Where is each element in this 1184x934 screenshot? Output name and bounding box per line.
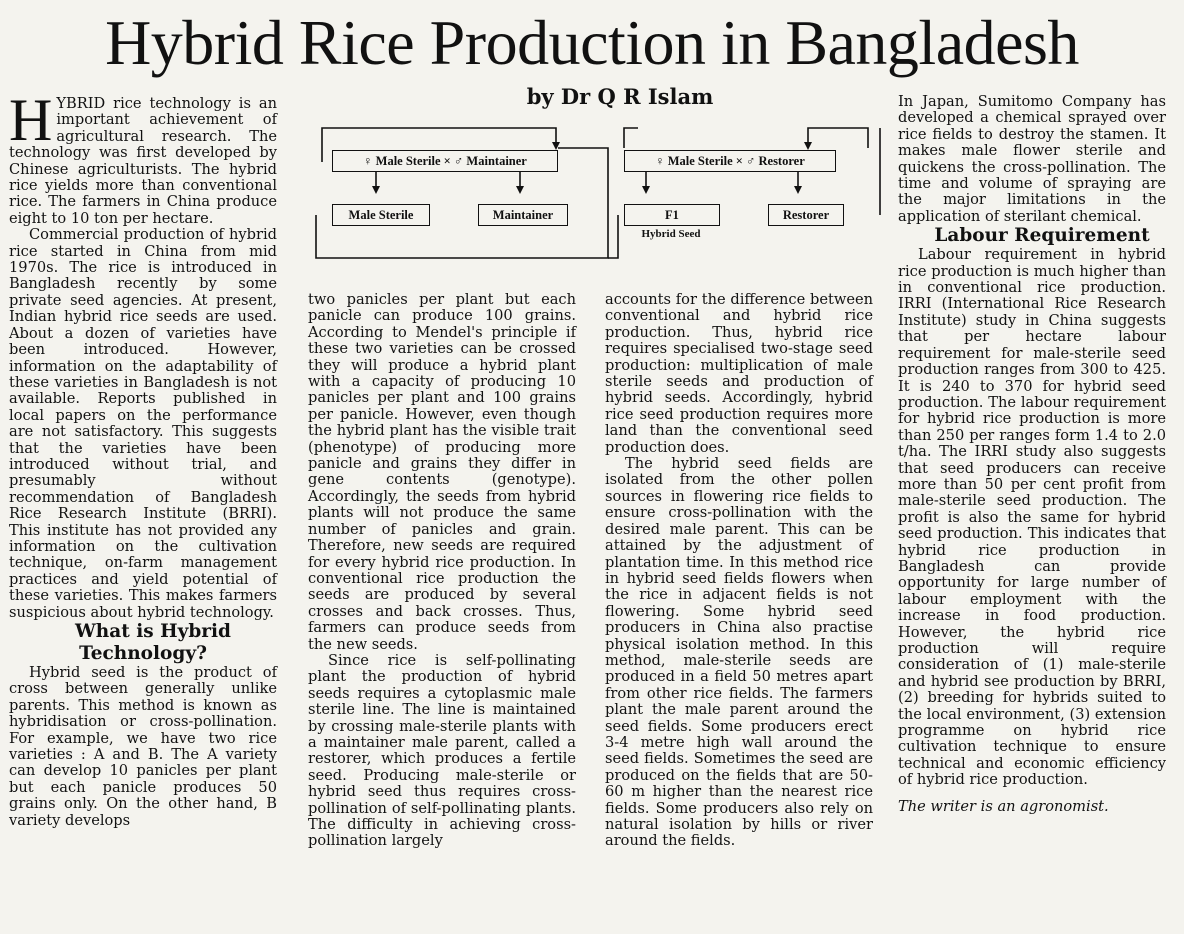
headline: Hybrid Rice Production in Bangladesh: [105, 7, 1079, 78]
paragraph: In Japan, Sumitomo Company has developed a chemical sprayed over rice fields to destroy the stamen. It makes male flower sterile and quickens the cross-pollination. The time and volume of spraying are the major limitations in the application of sterilant chemical.: [898, 93, 1166, 225]
paragraph: Since rice is self-pollinating plant the production of hybrid seeds requires a cytoplasmic male sterile line. The line is maintained by crossing male-sterile plants with a maintainer male parent, called a restorer, which produces a fertile seed. Producing male-sterile or hybrid seed thus requires cross-pollination of self-pollinating plants. The difficulty in achieving cross-pollination largely: [308, 651, 576, 850]
diagram-connector-lines: [308, 120, 884, 270]
paragraph-text: YBRID rice technology is an important achievement of agricultural research. The technology was first developed by Chinese agriculturists. The hybrid rice yields more than conventional rice. The farmers in China produce eight to 10 ton per hectare.: [9, 95, 277, 227]
paragraph: [9, 87, 277, 227]
paragraph: The hybrid seed fields are isolated from the other pollen sources in flowering rice fields to ensure cross-pollination with the desired male parent. This can be attained by the adjustment of plantation time. In this method rice in hybrid seed fields flowers when the rice in adjacent fields is not flowering. Some hybrid seed producers in China also practise physical isolation method. In this method, male-sterile seeds are produced in a field 50 metres apart from other rice fields. The farmers plant the male parent around the seed fields. Some producers erect 3-4 metre high wall around the seed fields. Sometimes the seed are produced on the fields that are 50-60 m higher than the nearest rice fields. Some producers also rely on natural isolation by hills or river around the fields.: [605, 455, 873, 850]
paragraph: Commercial production of hybrid rice started in China from mid 1970s. The rice is introduced in Bangladesh recently by some private seed agencies. At present, Indian hybrid rice seeds are used. About a dozen of varieties have been introduced. However, information on the adaptability of these varieties in Bangladesh is not available. Reports published in local papers on the performance are not satisfactory. This suggests that the varieties have been introduced without trial, and presumably without recommendation of Bangladesh Rice Research Institute (BRRI). This institute has not provided any information on the cultivation technique, on-farm management practices and yield potential of these varieties. This makes farmers suspicious about hybrid technology.: [9, 226, 277, 621]
right-cross-box: ♀ Male Sterile × ♂ Restorer: [624, 150, 836, 172]
left-cross-box: ♀ Male Sterile × ♂ Maintainer: [332, 150, 558, 172]
paragraph: accounts for the difference between conventional and hybrid rice production. Thus, hybrid rice requires specialised two-stage seed production: multiplication of male sterile seeds and production of hybrid seeds. Accordingly, hybrid rice seed production requires more land than the conventional seed production does.: [605, 291, 873, 456]
restorer-box: Restorer: [768, 204, 844, 226]
maintainer-box: Maintainer: [478, 204, 568, 226]
hybrid-seed-caption: Hybrid Seed: [641, 228, 701, 240]
subheading-hybrid-technology: What is Hybrid Technology?: [75, 621, 231, 664]
column-1: [9, 87, 277, 829]
subheading-labour-requirement: Labour Requirement: [934, 225, 1150, 247]
f1-box: F1: [624, 204, 720, 226]
author-credit: The writer is an agronomist.: [898, 797, 1109, 815]
paragraph: Hybrid seed is the product of cross between generally unlike parents. This method is known as hybridisation or cross-pollination. For example, we have two rice varieties : A and B. The A variety can develop 10 panicles per plant but each panicle produces 50 grains only. On the other hand, B variety develops: [9, 664, 277, 829]
column-4: [898, 94, 1166, 815]
paragraph: two panicles per plant but each panicle can produce 100 grains. According to Mendel's principle if these two varieties can be crossed they will produce a hybrid plant with a capacity of producing 10 panicles per plant and 100 grains per panicle. However, even though the hybrid plant has the visible trait (phenotype) of producing more panicle and grains they differ in gene contents (genotype). Accordingly, the seeds from hybrid plants will not produce the same number of panicles and grain. Therefore, new seeds are required for every hybrid rice production. In conventional rice production the seeds are produced by several crosses and back crosses. Thus, farmers can produce seeds from the new seeds.: [308, 291, 576, 653]
byline: by Dr Q R Islam: [526, 84, 714, 109]
column-3: [605, 292, 873, 850]
male-sterile-box: Male Sterile: [332, 204, 430, 226]
paragraph: Labour requirement in hybrid rice production is much higher than in conventional rice production. IRRI (International Rice Research Institute) study in China suggests that per hectare labour requirement for male-sterile seed production ranges from 300 to 425. It is 240 to 370 for hybrid seed production. The labour requirement for hybrid rice production is more than 250 per ranges form 1.4 to 2.0 t/ha. The IRRI study also suggests that seed producers can receive more than 50 per cent profit from male-sterile seed production. The profit is also the same for hybrid seed production. This indicates that hybrid rice production in Bangladesh can provide opportunity for large number of labour employment with the increase in food production. However, the hybrid rice production will require consideration of (1) male-sterile and hybrid see production by BRRI, (2) breeding for hybrids suited to the local environment, (3) extension programme on hybrid rice cultivation technique to ensure technical and economic efficiency of hybrid rice production.: [898, 246, 1166, 789]
drop-cap: H: [9, 87, 53, 153]
column-2: [308, 292, 576, 850]
seed-production-diagram: [308, 120, 884, 270]
